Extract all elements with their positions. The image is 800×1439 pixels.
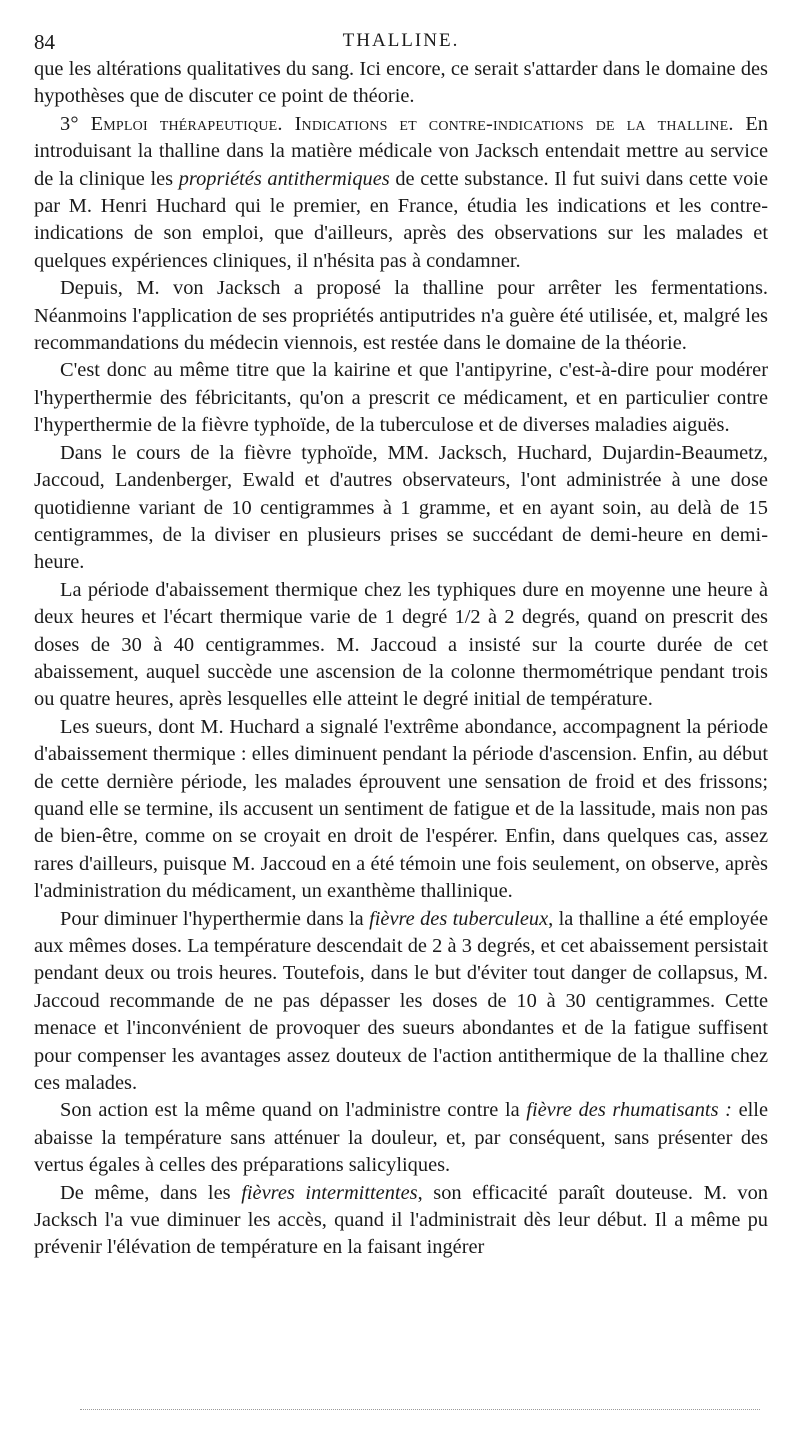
paragraph: [34, 1180, 768, 1262]
text-run: Les sueurs, dont M. Huchard a signalé l'extrême abondance, accompagnent la période d'abaissement thermique : elles diminuent pendant la période d'ascension. Enfin, au début de cette dernière période, les malades éprouvent une sensation de froid et des frissons; quand elle se termine, ils accusent un sentiment de fatigue et de la lassitude, mais non pas de bien-être, comme on se croyait en droit de l'espérer. Enfin, dans quelques cas, assez rares d'ailleurs, puisque M. Jaccoud en a été témoin une fois seulement, on observe, après l'administration du médicament, un exanthème thallinique.: [34, 715, 768, 903]
text-run: Depuis, M. von Jacksch a proposé la thalline pour arrêter les fermentations. Néanmoins l'application de ses propriétés antiputrides n'a guère été utilisée, et, malgré les recommandations du médecin viennois, est restée dans le domaine de la théorie.: [34, 277, 768, 355]
text-run: Dans le cours de la fièvre typhoïde, MM. Jacksch, Huchard, Dujardin-Beaumetz, Jaccoud, Landenberger, Ewald et d'autres observateurs, l'ont administrée à une dose quotidienne variant de 10 centigrammes à 1 gramme, et en ayant soin, au delà de 15 centigrammes, de la diviser en plusieurs prises se succédant de demi-heure en demi-heure.: [34, 441, 768, 574]
paragraph: [34, 714, 768, 906]
italic-phrase: fièvre des rhumatisants :: [526, 1099, 732, 1122]
text-run: elle abaisse la température sans atténuer la douleur, et, par conséquent, sans présenter des vertus égales à celles des préparations salicyliques.: [34, 1099, 769, 1177]
paragraph: [34, 357, 768, 439]
text-run: , la thalline a été employée aux mêmes doses. La température descendait de 2 à 3 degrés, et cet abaissement persistait pendant deux ou trois heures. Toutefois, dans le but d'éviter tout danger de collapsus, M. Jaccoud recommande de ne pas dépasser les doses de 10 à 30 centigrammes. Cette menace et l'inconvénient de provoquer des sueurs abondantes et de la fatigue suffisent pour compenser les avantages assez douteux de l'action antithermique de la thalline chez ces malades.: [34, 907, 768, 1095]
section-heading: 3° Emploi thérapeutique. Indications et contre-indications de la thalline.: [60, 112, 734, 135]
paragraph: [34, 275, 768, 357]
text-run: , son efficacité paraît douteuse. M. von Jacksch l'a vue diminuer les accès, quand il l'administrait dès leur début. Il a même pu prévenir l'élévation de température en la faisant ingérer: [34, 1181, 769, 1259]
italic-phrase: propriétés antithermiques: [178, 167, 390, 190]
text-run: de cette substance. Il fut suivi dans cette voie par M. Henri Huchard qui le premier, en France, étudia les indications et les contre-indications de son emploi, que d'ailleurs, après des observations sur les malades et quelques expériences cliniques, il n'hésita pas à condamner.: [34, 167, 769, 272]
running-title: THALLINE.: [342, 30, 460, 51]
book-page: [34, 26, 768, 1262]
running-head: [34, 26, 768, 56]
italic-phrase: fièvre des tuberculeux: [369, 907, 549, 930]
text-run: que les altérations qualitatives du sang. Ici encore, ce serait s'attarder dans le domaine des hypothèses que de discuter ce point de théorie.: [34, 58, 768, 108]
text-run: De même, dans les: [60, 1181, 242, 1204]
body-text: [34, 56, 768, 1262]
paragraph: [34, 1097, 768, 1179]
paragraph: [34, 56, 768, 111]
text-run: Son action est la même quand on l'administre contre la: [60, 1099, 527, 1122]
italic-phrase: fièvres intermittentes: [241, 1181, 418, 1204]
paragraph: [34, 906, 768, 1098]
text-run: La période d'abaissement thermique chez les typhiques dure en moyenne une heure à deux heures et l'écart thermique varie de 1 degré 1/2 à 2 degrés, quand on prescrit des doses de 30 à 40 centigrammes. M. Jaccoud a insisté sur la courte durée de cet abaissement, auquel succède une ascension de la colonne thermométrique pendant trois ou quatre heures, après lesquelles elle atteint le degré initial de température.: [34, 578, 768, 711]
text-run: Pour diminuer l'hyperthermie dans la: [60, 907, 370, 930]
paragraph: [34, 577, 768, 714]
text-run: En introduisant la thalline dans la matière médicale von Jacksch entendait mettre au service de la clinique les: [34, 112, 769, 190]
bottom-rule: [80, 1409, 760, 1410]
text-run: C'est donc au même titre que la kairine et que l'antipyrine, c'est-à-dire pour modérer l'hyperthermie des fébricitants, qu'on a prescrit ce médicament, et en particulier contre l'hyperthermie de la fièvre typhoïde, de la tuberculose et de diverses maladies aiguës.: [34, 359, 768, 437]
paragraph: [34, 111, 768, 275]
page-number: 84: [34, 30, 55, 54]
paragraph: [34, 440, 768, 577]
